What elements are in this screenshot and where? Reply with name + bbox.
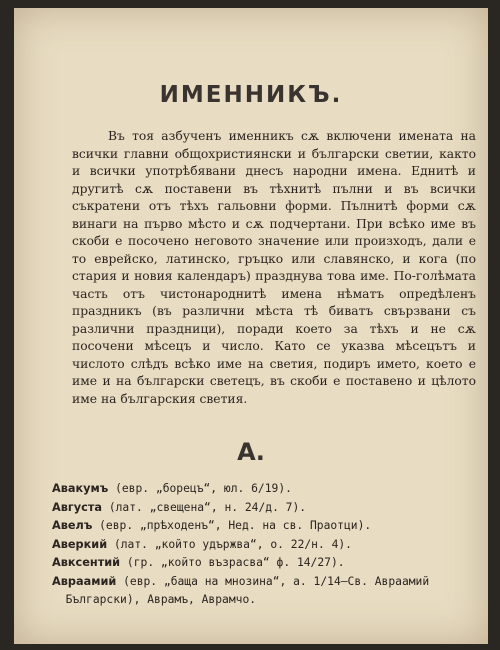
name-entries-list [52,480,472,610]
entry-name: Августа [52,500,103,514]
book-page [14,8,488,644]
list-item [52,480,472,499]
entry-details: (лат. „свещена“, н. 24/д. 7). [102,500,307,514]
entry-details: (гр. „който възрасва“ ф. 14/27). [120,556,345,569]
entry-details: (евр. „борецъ“, юл. 6/19). [108,482,292,495]
page-title: ИМЕННИКЪ. [159,82,343,108]
intro-paragraph [72,128,476,408]
entry-name: Аверкий [52,537,108,551]
entry-name: Авксентий [52,556,121,569]
section-letter-heading: А. [237,438,265,466]
list-item [52,573,472,610]
list-item [52,536,472,555]
entry-name: Авакумъ [52,482,109,495]
list-item [52,554,472,573]
entry-name: Авелъ [52,519,93,532]
list-item [52,499,472,518]
entry-details: (евр. „прѣходенъ“, Нед. на св. Праотци). [92,519,372,532]
intro-text: Въ тоя азбученъ именникъ сѫ включени имената на всички главни общохристиянски и български светии, както и всички употрѣбявани днесъ народни имена. Еднитѣ и другитѣ сѫ поставени въ тѣхнитѣ пълни и въ всички съкратени отъ тѣхъ гальовни форми. Пълнитѣ форми сѫ винаги на първо мѣсто и сѫ подчертани. При всѣко име въ скоби е посочено неговото значение или произходъ, дали е то еврейско, латинско, гръцко или славянско, и кога (по стария и новия календаръ) празднува това име. По-голѣмата часть отъ чистонароднитѣ имена нѣматъ опредѣленъ праздникъ (въ различни мѣста тѣ биватъ свързвани съ различни праздници), поради което за тѣхъ и не сѫ посочени мѣсецъ и число. Като се указва мѣсецътъ и числото слѣдъ всѣко име на светия, подиръ името, което е име и на български светецъ, въ скоби е поставено и цѣлото име на българския светия. [72,129,476,406]
entry-details: (евр. „баща на мнозина“, а. 1/14—Св. Авраамий Български), Аврамъ, Аврамчо. [65,574,430,606]
entry-name: Авраамий [52,574,117,588]
list-item [52,517,472,536]
entry-details: (лат. „който удържва“, о. 22/н. 4). [107,537,352,551]
